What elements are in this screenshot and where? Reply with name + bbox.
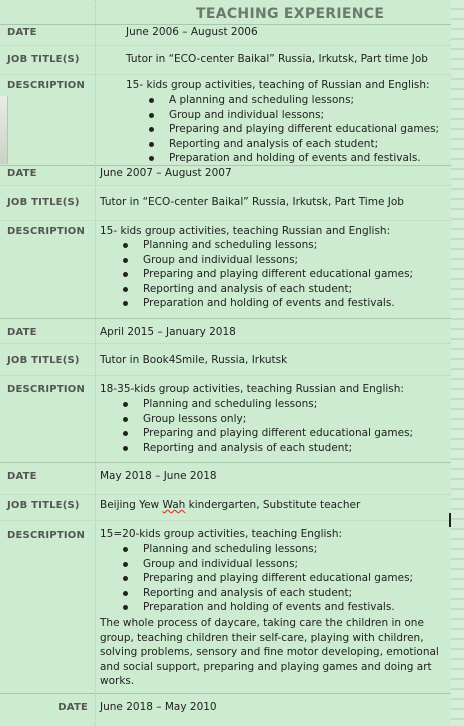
list-item: Reporting and analysis of each student; xyxy=(143,282,413,297)
entry-intro: 15- kids group activities, teaching of Russian and English: xyxy=(126,79,430,91)
date-label: DATE xyxy=(7,27,37,38)
entry-intro: 18-35-kids group activities, teaching Russian and English: xyxy=(100,383,404,395)
list-item: Planning and scheduling lessons; xyxy=(143,542,413,557)
row-divider xyxy=(0,24,451,25)
list-item: Preparing and playing different educational games; xyxy=(143,572,414,584)
entry-intro: 15- kids group activities, teaching Russian and English: xyxy=(100,225,391,237)
job-title-part: Beijing Yew xyxy=(100,499,163,511)
job-title-part: kindergarten, Substitute teacher xyxy=(185,499,361,511)
entry-bullet-list xyxy=(169,93,439,166)
job-title-label: JOB TITLE(S) xyxy=(7,500,80,511)
list-item: Preparing and playing different educational games; xyxy=(143,427,414,439)
entry-date: June 2018 – May 2010 xyxy=(100,701,217,713)
row-divider xyxy=(0,343,451,344)
list-item: Reporting and analysis of each student; xyxy=(143,586,413,601)
list-item: Group and individual lessons; xyxy=(169,108,439,123)
photo-edge xyxy=(0,96,8,164)
description-label: DESCRIPTION xyxy=(7,384,86,395)
entry-job-title: Tutor in “ECO-center Baikal” Russia, Irkutsk, Part time Job xyxy=(126,53,428,65)
row-divider xyxy=(0,520,451,521)
right-margin-band xyxy=(451,0,464,726)
row-divider xyxy=(0,220,451,221)
entry-bullet-list xyxy=(143,238,413,311)
job-title-label: JOB TITLE(S) xyxy=(7,355,80,366)
entry-date: June 2006 – August 2006 xyxy=(126,26,258,38)
entry-date: May 2018 – June 2018 xyxy=(100,470,217,482)
job-title-label: JOB TITLE(S) xyxy=(7,197,80,208)
spelling-error-word: Wah xyxy=(162,499,186,511)
list-item: Planning and scheduling lessons; xyxy=(143,397,413,412)
list-item: Group and individual lessons; xyxy=(143,557,413,572)
entry-date: April 2015 – January 2018 xyxy=(100,326,236,338)
entry-intro: 15=20-kids group activities, teaching English: xyxy=(100,528,343,540)
list-item: Reporting and analysis of each student; xyxy=(143,441,413,456)
date-label: DATE xyxy=(7,471,37,482)
date-label: DATE xyxy=(58,702,88,713)
list-item: Preparing and playing different educational games; xyxy=(143,268,414,280)
row-divider xyxy=(0,462,451,463)
entry-job-title: Tutor in Book4Smile, Russia, Irkutsk xyxy=(100,354,288,366)
list-item: Group and individual lessons; xyxy=(143,253,413,268)
row-divider xyxy=(0,494,451,495)
section-title: TEACHING EXPERIENCE xyxy=(196,6,385,22)
entry-job-title xyxy=(100,499,360,511)
row-divider xyxy=(0,45,451,46)
entry-paragraph: The whole process of daycare, taking care the children in one group, teaching children their self-care, playing with children, solving problems, sensory and fine motor developing, emotional and social support, preparing and playing games and doing art works. xyxy=(100,617,439,687)
entry-job-title: Tutor in “ECO-center Baikal” Russia, Irkutsk, Part Time Job xyxy=(100,196,404,208)
list-item: Preparation and holding of events and festivals. xyxy=(143,296,413,311)
date-label: DATE xyxy=(7,168,37,179)
row-divider xyxy=(0,185,451,186)
list-item: A planning and scheduling lessons; xyxy=(169,93,439,108)
date-label: DATE xyxy=(7,327,37,338)
list-item: Planning and scheduling lessons; xyxy=(143,238,413,253)
list-item: Preparing and playing different educational games; xyxy=(169,123,440,135)
list-item: Preparation and holding of events and festivals. xyxy=(169,151,439,166)
row-divider xyxy=(0,74,451,75)
list-item: Reporting and analysis of each student; xyxy=(169,137,439,152)
column-divider xyxy=(95,0,96,726)
list-item: Group lessons only; xyxy=(143,412,413,427)
description-label: DESCRIPTION xyxy=(7,530,86,541)
entry-date: June 2007 – August 2007 xyxy=(100,167,232,179)
row-divider xyxy=(0,318,451,319)
row-divider xyxy=(0,375,451,376)
description-label: DESCRIPTION xyxy=(7,80,86,91)
list-item: Preparation and holding of events and festivals. xyxy=(143,600,413,615)
row-divider xyxy=(0,693,451,694)
entry-bullet-list xyxy=(143,542,413,615)
job-title-label: JOB TITLE(S) xyxy=(7,54,80,65)
text-cursor xyxy=(449,513,451,527)
description-label: DESCRIPTION xyxy=(7,226,86,237)
entry-bullet-list xyxy=(143,397,413,455)
